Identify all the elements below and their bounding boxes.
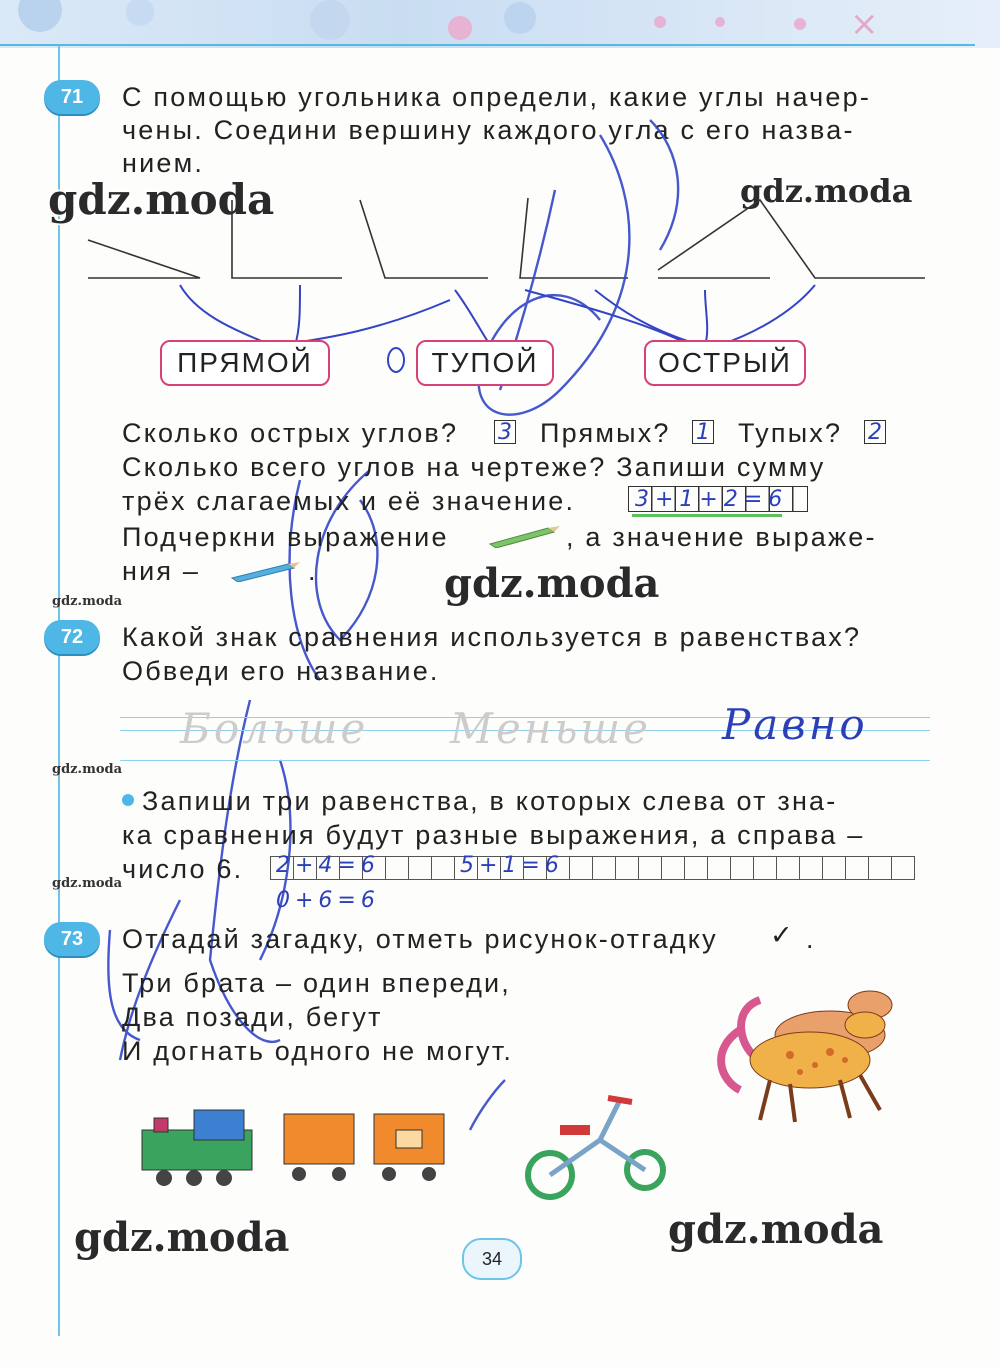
ex72-text-line2: Обведи его название. bbox=[122, 656, 440, 686]
ex71-underline-line1b: , а значение выраже- bbox=[566, 522, 877, 552]
exercise-72-badge: 72 bbox=[44, 620, 100, 654]
page-number: 34 bbox=[462, 1238, 522, 1280]
riddle-line-2: Два позади, бегут bbox=[122, 1002, 383, 1032]
tricycle-illustration bbox=[520, 1080, 670, 1210]
watermark: gdz.moda bbox=[74, 1214, 290, 1261]
equality-answer-1: 2+4=6 bbox=[276, 853, 380, 878]
sum-answer: 3+1+2=6 bbox=[628, 486, 808, 512]
ex72-text-line1: Какой знак сравнения используется в равенствах? bbox=[122, 622, 862, 652]
ex72-task-line2: ка сравнения будут разные выражения, а справа – bbox=[122, 820, 865, 850]
right-count-answer: 1 bbox=[692, 420, 714, 444]
ex71-underline-line2b: . bbox=[308, 556, 318, 586]
ex71-underline-line2: ния – bbox=[122, 556, 201, 586]
ruled-line bbox=[120, 760, 930, 761]
watermark: gdz.moda bbox=[740, 172, 913, 210]
ex71-sum-line1: Сколько всего углов на чертеже? Запиши сумму bbox=[122, 452, 826, 482]
ex71-text-line3: нием. bbox=[122, 148, 205, 178]
ex72-task-line3: число 6. bbox=[122, 854, 244, 884]
train-illustration bbox=[134, 1100, 474, 1190]
riddle-line-3: И догнать одного не могут. bbox=[122, 1036, 514, 1066]
watermark-small: gdz.moda bbox=[52, 594, 123, 609]
ex71-question-obtuse: Тупых? bbox=[738, 418, 843, 448]
word-equal: Равно bbox=[722, 700, 868, 749]
watermark-small: gdz.moda bbox=[52, 876, 123, 891]
watermark-small: gdz.moda bbox=[52, 762, 123, 777]
ex71-text-line2: чены. Соедини вершину каждого угла с его назва- bbox=[122, 115, 855, 145]
green-underline bbox=[632, 514, 782, 517]
ex71-sum-line2: трёх слагаемых и её значение. bbox=[122, 486, 576, 516]
obtuse-count-answer: 2 bbox=[864, 420, 886, 444]
ex73-text-line1: Отгадай загадку, отметь рисунок-отгадку bbox=[122, 924, 718, 954]
watermark: gdz.moda bbox=[48, 175, 275, 224]
riddle-line-1: Три брата – один впереди, bbox=[122, 968, 512, 998]
svg-text:×: × bbox=[850, 4, 879, 44]
ex71-text-line1: С помощью угольника определи, какие углы начер- bbox=[122, 82, 872, 112]
watermark: gdz.moda bbox=[444, 560, 660, 607]
ex71-underline-line1: Подчеркни выражение bbox=[122, 522, 449, 552]
blue-pencil-icon bbox=[226, 558, 306, 582]
exercise-71-badge: 71 bbox=[44, 80, 100, 114]
equality-answer-3: 0+6=6 bbox=[276, 888, 380, 913]
acute-count-answer: 3 bbox=[494, 420, 516, 444]
ex73-period: . bbox=[806, 924, 816, 954]
label-obtuse-angle: ТУПОЙ bbox=[416, 340, 554, 386]
horses-illustration bbox=[700, 960, 960, 1130]
ex71-question-right: Прямых? bbox=[540, 418, 671, 448]
equality-answer-2: 5+1=6 bbox=[460, 853, 564, 878]
label-right-angle: ПРЯМОЙ bbox=[160, 340, 330, 386]
green-pencil-icon bbox=[484, 522, 564, 548]
ex72-task-line1: Запиши три равенства, в которых слева от зна- bbox=[142, 786, 838, 816]
bullet-dot bbox=[122, 794, 134, 806]
watermark: gdz.moda bbox=[668, 1206, 884, 1253]
checkmark-icon: ✓ bbox=[770, 920, 795, 950]
ex71-question-acute: Сколько острых углов? bbox=[122, 418, 459, 448]
word-smaller: Меньше bbox=[450, 704, 652, 753]
label-acute-angle: ОСТРЫЙ bbox=[644, 340, 806, 386]
word-bigger: Больше bbox=[180, 704, 369, 753]
exercise-73-badge: 73 bbox=[44, 922, 100, 956]
